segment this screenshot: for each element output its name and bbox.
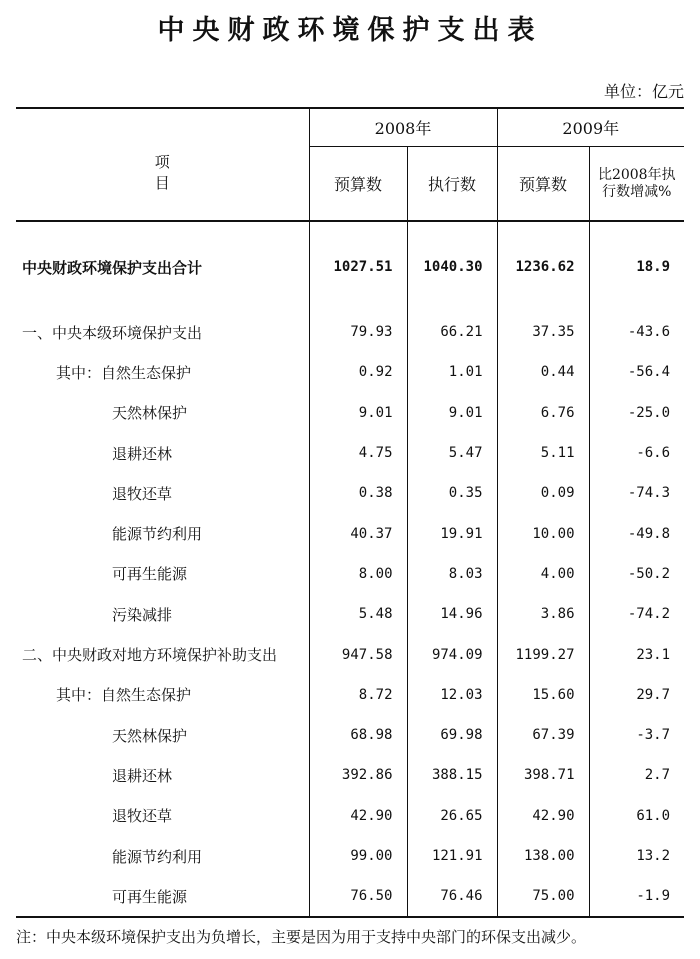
row-label: 退耕还林 bbox=[112, 444, 173, 463]
row-label: 其中：自然生态保护 bbox=[56, 363, 192, 382]
cell-actual-2008: 69.98 bbox=[407, 715, 497, 755]
cell-actual-2008: 8.03 bbox=[407, 554, 497, 594]
header-actual-2008: 执行数 bbox=[407, 147, 497, 222]
table-row bbox=[16, 634, 684, 674]
table-row bbox=[16, 393, 684, 433]
cell-budget-2009: 0.44 bbox=[497, 352, 589, 392]
row-label: 退牧还草 bbox=[112, 484, 173, 503]
cell-change: 18.9 bbox=[589, 242, 684, 292]
cell-budget-2008: 0.38 bbox=[309, 473, 407, 513]
cell-budget-2009: 15.60 bbox=[497, 675, 589, 715]
cell-budget-2009: 75.00 bbox=[497, 876, 589, 917]
cell-actual-2008: 26.65 bbox=[407, 796, 497, 836]
cell-actual-2008: 121.91 bbox=[407, 836, 497, 876]
cell-budget-2008: 42.90 bbox=[309, 796, 407, 836]
cell-budget-2009: 37.35 bbox=[497, 312, 589, 352]
table-row bbox=[16, 594, 684, 634]
table-row bbox=[16, 312, 684, 352]
cell-change: 29.7 bbox=[589, 675, 684, 715]
cell-budget-2008: 1027.51 bbox=[309, 242, 407, 292]
cell-budget-2009: 10.00 bbox=[497, 513, 589, 553]
table-row bbox=[16, 513, 684, 553]
table-row bbox=[16, 473, 684, 513]
cell-change: -56.4 bbox=[589, 352, 684, 392]
cell-actual-2008: 1.01 bbox=[407, 352, 497, 392]
table-row bbox=[16, 755, 684, 795]
cell-budget-2008: 9.01 bbox=[309, 393, 407, 433]
row-label: 其中：自然生态保护 bbox=[56, 686, 192, 705]
row-label: 天然林保护 bbox=[112, 726, 188, 745]
cell-budget-2009: 4.00 bbox=[497, 554, 589, 594]
cell-actual-2008: 388.15 bbox=[407, 755, 497, 795]
cell-actual-2008: 974.09 bbox=[407, 634, 497, 674]
cell-actual-2008: 1040.30 bbox=[407, 242, 497, 292]
cell-actual-2008: 76.46 bbox=[407, 876, 497, 917]
cell-budget-2009: 6.76 bbox=[497, 393, 589, 433]
expenditure-table bbox=[16, 107, 684, 918]
cell-change: -74.3 bbox=[589, 473, 684, 513]
table-row bbox=[16, 675, 684, 715]
table-row bbox=[16, 433, 684, 473]
row-label: 污染减排 bbox=[112, 605, 173, 624]
row-label: 退牧还草 bbox=[112, 807, 173, 826]
cell-budget-2008: 0.92 bbox=[309, 352, 407, 392]
header-budget-2008: 预算数 bbox=[309, 147, 407, 222]
footnote: 注：中央本级环境保护支出为负增长，主要是因为用于支持中央部门的环保支出减少。 bbox=[16, 928, 587, 946]
unit-label: 单位：亿元 bbox=[603, 82, 684, 101]
header-change bbox=[589, 147, 684, 222]
row-label: 退耕还林 bbox=[112, 766, 173, 785]
cell-actual-2008: 19.91 bbox=[407, 513, 497, 553]
page-title: 中央财政环境保护支出表 bbox=[157, 15, 543, 46]
cell-actual-2008: 66.21 bbox=[407, 312, 497, 352]
cell-change: -50.2 bbox=[589, 554, 684, 594]
cell-change: 13.2 bbox=[589, 836, 684, 876]
header-year-2009: 2009年 bbox=[497, 108, 684, 147]
cell-budget-2009: 398.71 bbox=[497, 755, 589, 795]
cell-budget-2008: 99.00 bbox=[309, 836, 407, 876]
header-change-line2: 行数增减% bbox=[602, 183, 672, 200]
table-row bbox=[16, 352, 684, 392]
cell-budget-2008: 79.93 bbox=[309, 312, 407, 352]
cell-budget-2008: 4.75 bbox=[309, 433, 407, 473]
cell-budget-2009: 138.00 bbox=[497, 836, 589, 876]
cell-actual-2008: 5.47 bbox=[407, 433, 497, 473]
table-row bbox=[16, 554, 684, 594]
cell-change: -43.6 bbox=[589, 312, 684, 352]
cell-change: -74.2 bbox=[589, 594, 684, 634]
cell-budget-2008: 76.50 bbox=[309, 876, 407, 917]
cell-budget-2008: 8.00 bbox=[309, 554, 407, 594]
row-label: 能源节约利用 bbox=[112, 525, 203, 544]
header-change-line1: 比2008年执 bbox=[597, 166, 676, 183]
table-row bbox=[16, 836, 684, 876]
cell-budget-2008: 947.58 bbox=[309, 634, 407, 674]
cell-change: 2.7 bbox=[589, 755, 684, 795]
header-budget-2009: 预算数 bbox=[497, 147, 589, 222]
cell-budget-2009: 5.11 bbox=[497, 433, 589, 473]
header-year-2008: 2008年 bbox=[309, 108, 497, 147]
cell-budget-2009: 3.86 bbox=[497, 594, 589, 634]
cell-actual-2008: 0.35 bbox=[407, 473, 497, 513]
cell-actual-2008: 9.01 bbox=[407, 393, 497, 433]
cell-change: -49.8 bbox=[589, 513, 684, 553]
row-label: 可再生能源 bbox=[112, 565, 188, 584]
cell-budget-2008: 8.72 bbox=[309, 675, 407, 715]
row-label: 一、中央本级环境保护支出 bbox=[22, 323, 203, 342]
cell-budget-2009: 1199.27 bbox=[497, 634, 589, 674]
row-label: 能源节约利用 bbox=[112, 847, 203, 866]
cell-budget-2009: 42.90 bbox=[497, 796, 589, 836]
cell-budget-2008: 68.98 bbox=[309, 715, 407, 755]
cell-actual-2008: 14.96 bbox=[407, 594, 497, 634]
cell-change: -6.6 bbox=[589, 433, 684, 473]
cell-change: -3.7 bbox=[589, 715, 684, 755]
cell-budget-2009: 1236.62 bbox=[497, 242, 589, 292]
cell-change: -1.9 bbox=[589, 876, 684, 917]
cell-budget-2008: 40.37 bbox=[309, 513, 407, 553]
cell-change: 23.1 bbox=[589, 634, 684, 674]
cell-budget-2008: 392.86 bbox=[309, 755, 407, 795]
header-project: 项 目 bbox=[16, 108, 309, 221]
cell-change: -25.0 bbox=[589, 393, 684, 433]
cell-budget-2008: 5.48 bbox=[309, 594, 407, 634]
cell-budget-2009: 0.09 bbox=[497, 473, 589, 513]
table-row bbox=[16, 876, 684, 917]
row-label: 天然林保护 bbox=[112, 404, 188, 423]
table-row bbox=[16, 715, 684, 755]
row-label: 可再生能源 bbox=[16, 876, 309, 917]
row-label: 二、中央财政对地方环境保护补助支出 bbox=[22, 646, 278, 665]
cell-budget-2009: 67.39 bbox=[497, 715, 589, 755]
table-row bbox=[16, 796, 684, 836]
cell-change: 61.0 bbox=[589, 796, 684, 836]
cell-actual-2008: 12.03 bbox=[407, 675, 497, 715]
row-label: 中央财政环境保护支出合计 bbox=[22, 258, 203, 277]
table-row-total bbox=[16, 242, 684, 292]
